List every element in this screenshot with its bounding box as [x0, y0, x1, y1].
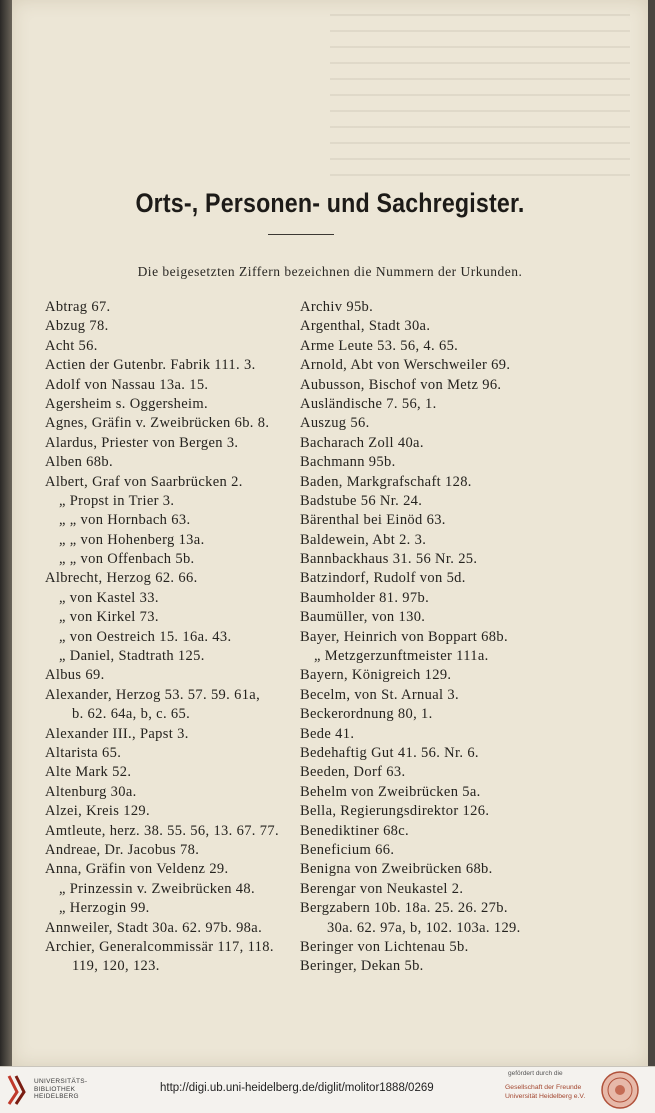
index-entry: Alte Mark 52. — [45, 764, 132, 781]
index-entry: Albrecht, Herzog 62. 66. — [45, 570, 198, 587]
index-entry: Annweiler, Stadt 30a. 62. 97b. 98a. — [45, 919, 263, 936]
index-right-column — [300, 298, 560, 977]
index-entry: Aubusson, Bischof von Metz 96. — [300, 376, 502, 393]
index-entry: Amtleute, herz. 38. 55. 56, 13. 67. 77. — [45, 822, 279, 839]
index-entry: Beneficium 66. — [300, 841, 395, 858]
index-entry: Alardus, Priester von Bergen 3. — [45, 434, 239, 451]
university-seal-icon[interactable] — [600, 1070, 640, 1110]
index-entry: Beringer, Dekan 5b. — [300, 958, 424, 975]
permalink-url[interactable]: http://digi.ub.uni-heidelberg.de/diglit/molitor1888/0269 — [160, 1082, 434, 1094]
index-entry: 30a. 62. 97a, b, 102. 103a. 129. — [327, 919, 521, 936]
index-entry: Baden, Markgrafschaft 128. — [300, 473, 472, 490]
index-left-column — [45, 298, 285, 977]
index-entry: Agersheim s. Oggersheim. — [45, 395, 209, 412]
index-entry: Archier, Generalcommissär 117, 118. — [45, 938, 274, 955]
index-entry: „ Herzogin 99. — [59, 900, 150, 917]
page-subtitle: Die beigesetzten Ziffern bezeichnen die Nummern der Urkunden. — [137, 264, 523, 279]
sponsor-link[interactable]: Gesellschaft der Freunde Universität Heidelberg e.V. — [505, 1084, 586, 1100]
index-entry: Abtrag 67. — [45, 299, 111, 315]
index-entry: b. 62. 64a, b, c. 65. — [72, 706, 191, 723]
index-entry: „ von Oestreich 15. 16a. 43. — [59, 628, 232, 645]
index-entry: Baumüller, von 130. — [300, 609, 426, 626]
library-name[interactable]: UNIVERSITÄTS- BIBLIOTHEK HEIDELBERG — [34, 1078, 88, 1100]
index-entry: Abzug 78. — [45, 318, 109, 335]
index-entry: Actien der Gutenbr. Fabrik 111. 3. — [45, 357, 256, 374]
index-entry: 119, 120, 123. — [72, 958, 160, 975]
index-entry: Acht 56. — [45, 337, 98, 354]
index-entry: Bayer, Heinrich von Boppart 68b. — [300, 628, 508, 645]
bleed-through-texture — [330, 0, 630, 180]
index-entry: „ von Kirkel 73. — [59, 609, 159, 626]
index-entry: Albus 69. — [45, 667, 105, 684]
page-edge — [0, 0, 12, 1066]
index-entry: Alzei, Kreis 129. — [45, 803, 151, 820]
index-entry: Bayern, Königreich 129. — [300, 667, 452, 684]
index-entry: „ „ von Offenbach 5b. — [59, 551, 195, 568]
index-entry: Behelm von Zweibrücken 5a. — [300, 783, 481, 800]
index-entry: „ Prinzessin v. Zweibrücken 48. — [59, 880, 255, 897]
index-entry: Batzindorf, Rudolf von 5d. — [300, 570, 466, 587]
index-entry: Arme Leute 53. 56, 4. 65. — [300, 337, 459, 354]
index-entry: Altarista 65. — [45, 744, 122, 761]
library-logo-icon[interactable] — [6, 1072, 28, 1108]
index-entry: Alexander III., Papst 3. — [45, 725, 189, 742]
index-entry: Argenthal, Stadt 30a. — [300, 318, 431, 335]
index-entry: Bedehaftig Gut 41. 56. Nr. 6. — [300, 744, 479, 761]
index-entry: „ Daniel, Stadtrath 125. — [59, 648, 205, 665]
index-entry: Agnes, Gräfin v. Zweibrücken 6b. 8. — [45, 415, 270, 432]
index-entry: Bärenthal bei Einöd 63. — [300, 512, 446, 529]
index-entry: „ von Kastel 33. — [59, 589, 159, 606]
index-entry: Andreae, Dr. Jacobus 78. — [45, 841, 200, 858]
index-entry: Alben 68b. — [45, 454, 113, 471]
index-entry: Bergzabern 10b. 18a. 25. 26. 27b. — [300, 900, 508, 917]
page-title: Orts-, Personen- und Sachregister. — [135, 188, 525, 218]
index-entry: Becelm, von St. Arnual 3. — [300, 686, 459, 703]
index-entry: Beringer von Lichtenau 5b. — [300, 938, 469, 955]
index-entry: Anna, Gräfin von Veldenz 29. — [45, 861, 229, 878]
index-entry: „ „ von Hornbach 63. — [59, 512, 191, 529]
index-entry: Alexander, Herzog 53. 57. 59. 61a, — [45, 686, 261, 703]
index-entry: Bacharach Zoll 40a. — [300, 434, 424, 451]
index-entry: Bannbackhaus 31. 56 Nr. 25. — [300, 551, 478, 568]
funded-by-label: gefördert durch die — [508, 1070, 563, 1077]
index-entry: „ „ von Hohenberg 13a. — [59, 531, 205, 548]
index-entry: „ Propst in Trier 3. — [59, 492, 175, 509]
index-entry: Albert, Graf von Saarbrücken 2. — [45, 473, 243, 490]
index-entry: Baldewein, Abt 2. 3. — [300, 531, 427, 548]
index-entry: Archiv 95b. — [300, 299, 374, 315]
index-entry: Auszug 56. — [300, 415, 370, 432]
index-entry: Adolf von Nassau 13a. 15. — [45, 376, 209, 393]
index-entry: Beeden, Dorf 63. — [300, 764, 406, 781]
page-right-edge — [648, 0, 655, 1066]
index-entry: Bachmann 95b. — [300, 454, 396, 471]
viewer-footer — [0, 1066, 655, 1113]
index-entry: Bella, Regierungsdirektor 126. — [300, 803, 490, 820]
index-entry: Benediktiner 68c. — [300, 822, 410, 839]
index-entry: Baumholder 81. 97b. — [300, 589, 430, 606]
title-rule — [268, 234, 334, 235]
index-entry: Altenburg 30a. — [45, 783, 137, 800]
index-entry: Badstube 56 Nr. 24. — [300, 492, 423, 509]
index-entry: Benigna von Zweibrücken 68b. — [300, 861, 493, 878]
index-entry: Berengar von Neukastel 2. — [300, 880, 464, 897]
index-entry: „ Metzgerzunftmeister 111a. — [314, 648, 489, 665]
index-entry: Arnold, Abt von Werschweiler 69. — [300, 357, 511, 374]
index-entry: Ausländische 7. 56, 1. — [300, 395, 437, 412]
index-entry: Bede 41. — [300, 725, 355, 742]
index-entry: Beckerordnung 80, 1. — [300, 706, 433, 723]
